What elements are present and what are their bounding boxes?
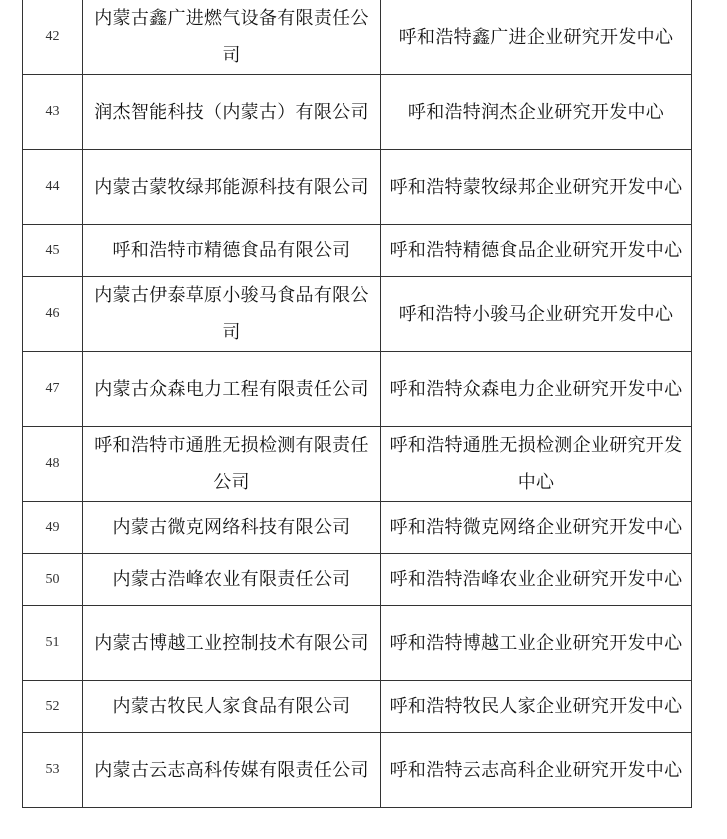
table-row xyxy=(23,352,692,427)
row-number: 53 xyxy=(23,733,83,808)
company-name: 内蒙古云志高科传媒有限责任公司 xyxy=(83,733,381,808)
table-row xyxy=(23,681,692,733)
row-number: 51 xyxy=(23,606,83,681)
table-row xyxy=(23,277,692,352)
company-name: 呼和浩特市精德食品有限公司 xyxy=(83,225,381,277)
company-name: 内蒙古伊泰草原小骏马食品有限公司 xyxy=(83,277,381,352)
rd-center-name: 呼和浩特牧民人家企业研究开发中心 xyxy=(381,681,692,733)
company-name: 内蒙古浩峰农业有限责任公司 xyxy=(83,554,381,606)
table-row xyxy=(23,554,692,606)
table-row xyxy=(23,225,692,277)
company-name: 呼和浩特市通胜无损检测有限责任公司 xyxy=(83,427,381,502)
company-name: 内蒙古博越工业控制技术有限公司 xyxy=(83,606,381,681)
row-number: 44 xyxy=(23,150,83,225)
row-number: 45 xyxy=(23,225,83,277)
row-number: 49 xyxy=(23,502,83,554)
row-number: 48 xyxy=(23,427,83,502)
rd-center-name: 呼和浩特润杰企业研究开发中心 xyxy=(381,75,692,150)
company-name: 润杰智能科技（内蒙古）有限公司 xyxy=(83,75,381,150)
row-number: 50 xyxy=(23,554,83,606)
company-name: 内蒙古众森电力工程有限责任公司 xyxy=(83,352,381,427)
rd-center-name: 呼和浩特蒙牧绿邦企业研究开发中心 xyxy=(381,150,692,225)
table-row xyxy=(23,150,692,225)
company-name: 内蒙古微克网络科技有限公司 xyxy=(83,502,381,554)
row-number: 42 xyxy=(23,0,83,75)
rd-center-name: 呼和浩特鑫广进企业研究开发中心 xyxy=(381,0,692,75)
company-name: 内蒙古鑫广进燃气设备有限责任公司 xyxy=(83,0,381,75)
row-number: 46 xyxy=(23,277,83,352)
table-row xyxy=(23,733,692,808)
row-number: 43 xyxy=(23,75,83,150)
rd-center-name: 呼和浩特精德食品企业研究开发中心 xyxy=(381,225,692,277)
table-row xyxy=(23,606,692,681)
company-name: 内蒙古牧民人家食品有限公司 xyxy=(83,681,381,733)
table-row xyxy=(23,502,692,554)
table-row xyxy=(23,75,692,150)
enterprise-rd-center-table xyxy=(22,0,692,808)
rd-center-name: 呼和浩特浩峰农业企业研究开发中心 xyxy=(381,554,692,606)
company-name: 内蒙古蒙牧绿邦能源科技有限公司 xyxy=(83,150,381,225)
rd-center-name: 呼和浩特云志高科企业研究开发中心 xyxy=(381,733,692,808)
row-number: 52 xyxy=(23,681,83,733)
rd-center-name: 呼和浩特博越工业企业研究开发中心 xyxy=(381,606,692,681)
row-number: 47 xyxy=(23,352,83,427)
rd-center-name: 呼和浩特众森电力企业研究开发中心 xyxy=(381,352,692,427)
table-row xyxy=(23,0,692,75)
rd-center-name: 呼和浩特小骏马企业研究开发中心 xyxy=(381,277,692,352)
table-row xyxy=(23,427,692,502)
rd-center-name: 呼和浩特微克网络企业研究开发中心 xyxy=(381,502,692,554)
rd-center-name: 呼和浩特通胜无损检测企业研究开发中心 xyxy=(381,427,692,502)
